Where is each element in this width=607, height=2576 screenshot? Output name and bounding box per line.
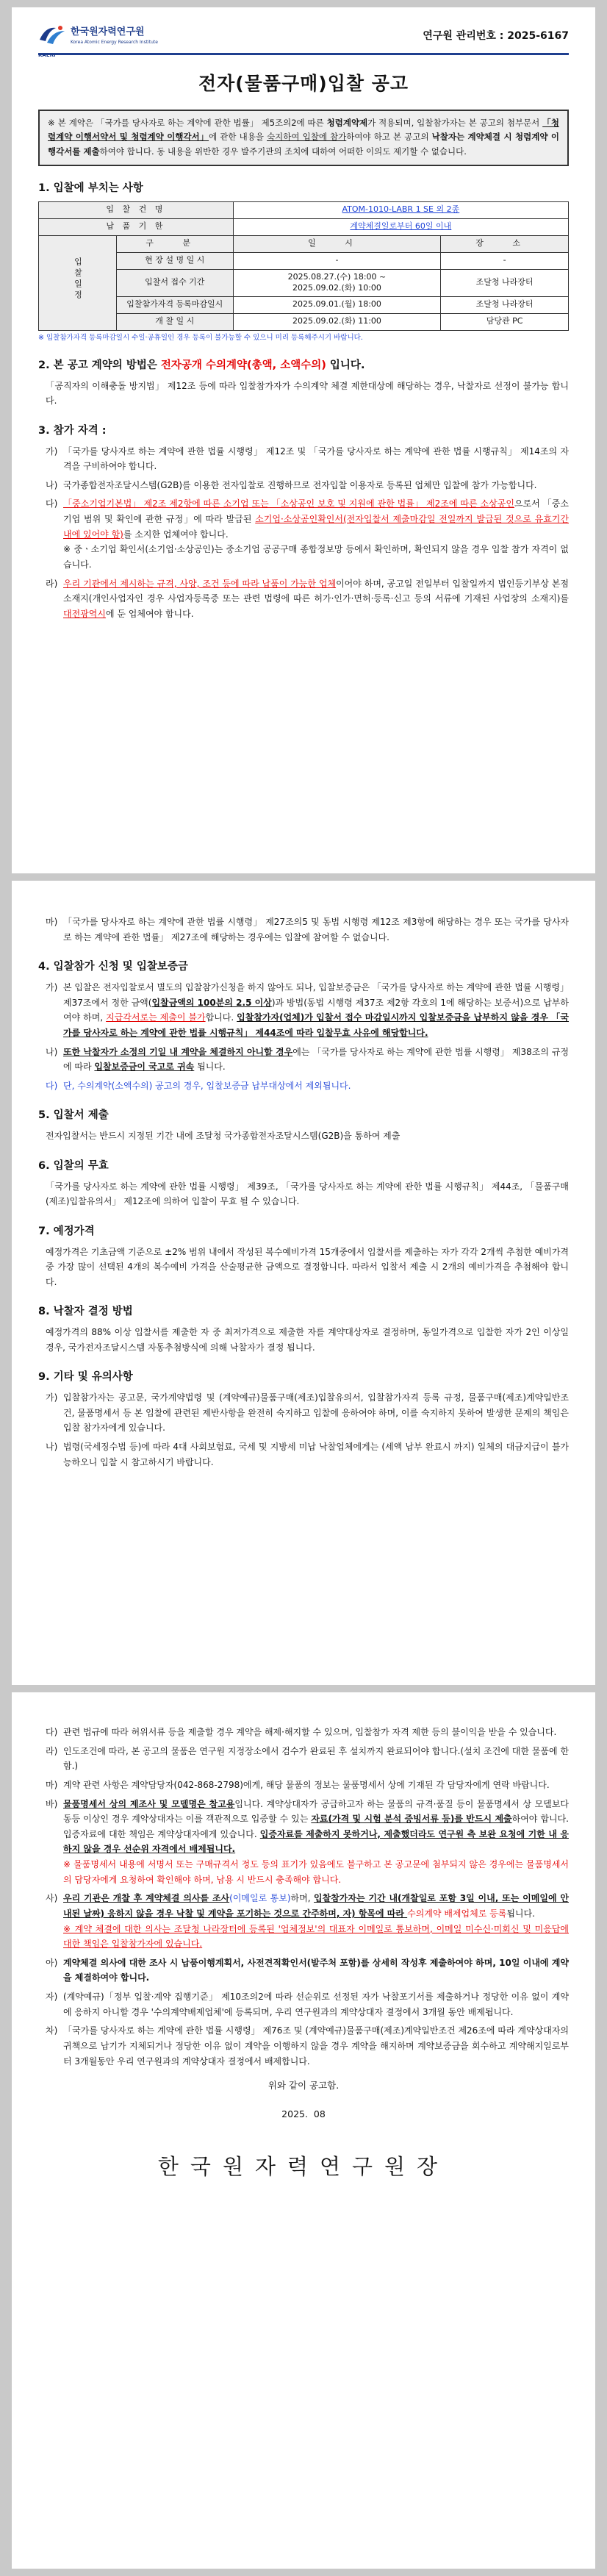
list-item: 라) 우리 기관에서 제시하는 규격, 사양, 조건 등에 따라 납품이 가능한 업체이어야 하며, 공고일 전일부터 입찰일까지 법인등기부상 본점 소재지(개인사업자인 경우 사업자등록증 또는 관련 법령에 따른 허가·인가·면허·등록·신고 등의 서류에 기재된 사업장의 소재지)를 대전광역시에 둔 업체여야 합니다. bbox=[46, 578, 569, 619]
table-row: 납 품 기 한 계약체결일로부터 60일 이내 bbox=[39, 218, 569, 235]
list-item: 나) 국가종합전자조달시스템(G2B)를 이용한 전자입찰로 진행하므로 전자입찰 이용자로 등록된 업체만 입찰에 참가 가능합니다. bbox=[46, 479, 537, 490]
section-6-title: 6. 입찰의 무효 bbox=[38, 1159, 109, 1172]
section-8-text: 예정가격의 88% 이상 입찰서를 제출한 자 중 최저가격으로 제출한 자를 계약대상자로 결정하며, 동일가격으로 입찰한 자가 2인 이상일 경우, 국가전자조달시스템 자동추첨방식에 의해 낙찰자가 결정 됩니다. bbox=[46, 1327, 569, 1353]
list-item: 다) 관련 법규에 따라 허위서류 등을 제출할 경우 계약을 해제·해지할 수 있으며, 입찰참가 자격 제한 등의 불이익을 받을 수 있습니다. bbox=[46, 1727, 557, 1737]
page-header bbox=[38, 18, 569, 55]
table-note: ※ 입찰참가자격 등록마감일시 수일·공휴일인 경우 등록이 불가능할 수 있으니 미리 등록해주시기 바랍니다. bbox=[38, 333, 363, 342]
section-2-title: 2. 본 공고 계약의 방법은 전자공개 수의계약(총액, 소액수의) 입니다. bbox=[38, 359, 365, 371]
document-page-3 bbox=[12, 1692, 595, 2569]
org-abbr: KAERI bbox=[38, 52, 56, 58]
list-item: 자) (계약예규)「정부 입찰·계약 집행기준」 제10조의2에 따라 선순위로 선정된 자가 낙찰포기서를 제출하거나 정당한 이유 없이 계약에 응하지 아니할 경우 '수의계약배제업체'에 등록되며, 우리 연구원과의 계약상대자 결정에서 3개월 동안 배제됩니다. bbox=[46, 1992, 569, 2017]
document-page-2 bbox=[12, 881, 595, 1685]
table-row: 현 장 설 명 일 시 - - bbox=[39, 252, 569, 269]
kaeri-logo-icon bbox=[38, 24, 66, 47]
list-item: 차) 「국가를 당사자로 하는 계약에 관한 법률 시행령」 제76조 및 (계약예규)물품구매(제조)계약일반조건 제26조에 따라 계약상대자의 귀책으로 납기가 지체되거나 정당한 이유 없이 계약을 이행하지 않을 경우 계약을 해지하며 계약보증금을 회수하고 계약해지일로부터 3개월동안 우리 연구원과의 계약상대자 결정에서 배제합니다. bbox=[46, 2025, 570, 2067]
list-item: 바) 물품명세서 상의 제조사 및 모델명은 참고용입니다. 계약상대자가 공급하고자 하는 물품의 규격·품질 등이 물품명세서 상 모델보다 동등 이상인 경우 계약상대자는 이를 객관적으로 입증할 수 있는 자료(가격 및 시험 분석 증빙서류 등)를 반드시 제출하여야 합니다. 입증자료에 대한 책임은 계약상대자에게 있습니다. 입증자료를 제출하지 못하거나, 제출했더라도 연구원 측 보완 요청에 기한 내 응하지 않을 경우 선순위 자격에서 배제됩니다. ※ 물품명세서 내용에 서명서 또는 구매규격서 정도 등의 표기가 있음에도 불구하고 본 공고문에 첨부되지 않은 경우에는 물품명세서의 담당자에게 요청하여 확인해야 하며, 남용 시 반드시 충족해야 합니다. bbox=[46, 1797, 569, 1888]
integrity-notice: ※ 본 계약은 「국가를 당사자로 하는 계약에 관한 법률」 제5조의2에 따른 청렴계약제가 적용되며, 입찰참가자는 본 공고의 첨부문서 「청렴계약 이행서약서 및 청렴계약 이행각서」에 관한 내용을 숙지하여 입찰에 참가하여야 하고 본 공고의 낙찰자는 계약체결 시 청렴계약 이행각서를 제출하여야 합니다. 동 내용을 위반한 경우 발주기관의 조치에 대하여 어떠한 이의도 제기할 수 없습니다. bbox=[38, 110, 569, 166]
list-item: 나) 법령(국세징수법 등)에 따라 4대 사회보험료, 국세 및 지방세 미납 낙찰업체에게는 (세액 납부 완료시 까지) 일체의 대금지급이 불가능하오니 입찰 시 참고하시기 바랍니다. bbox=[46, 1442, 569, 1467]
delivery-deadline-value: 계약체결일로부터 60일 이내 bbox=[233, 218, 568, 235]
section-9-title: 9. 기타 및 유의사항 bbox=[38, 1371, 133, 1384]
document-number: 연구원 관리번호 : 2025-6167 bbox=[423, 30, 569, 42]
list-item: 가) 입찰참가자는 공고문, 국가계약법령 및 (계약예규)물품구매(제조)입찰유의서, 입찰참가자격 등록 규정, 물품구매(제조)계약일반조건, 물품명세서 등 본 입찰에 관련된 제반사항을 완전히 숙지하고 입찰에 응하여야 하며, 이를 숙지하지 못하여 발생한 문제의 책임은 입찰 참가자에게 있습니다. bbox=[46, 1392, 569, 1434]
list-item: 다) 단, 수의계약(소액수의) 공고의 경우, 입찰보증금 납부대상에서 제외됩니다. bbox=[46, 1080, 351, 1091]
list-item: 사) 우리 기관은 개찰 후 계약체결 의사를 조사(이메일로 통보)하며, 입찰참가자는 기간 내(개찰일로 포함 3일 이내, 또는 이메일에 안내된 날짜) 응하지 않을 경우 낙찰 및 계약을 포기하는 것으로 간주하며, 자) 항목에 따라 수의계약 배제업체로 등록됩니다. ※ 계약 체결에 대한 의사는 조달청 나라장터에 등록된 '업체정보'의 대표자 이메일로 통보하며, 이메일 미수신·미회신 및 미응답에 대한 책임은 입찰참가자에 있습니다. bbox=[46, 1891, 569, 1952]
list-item: 가) 「국가를 당사자로 하는 계약에 관한 법률 시행령」 제12조 및 「국가를 당사자로 하는 계약에 관한 법률 시행규칙」 제14조의 자격을 구비하여야 합니다. bbox=[46, 446, 569, 472]
document-page-1 bbox=[12, 7, 595, 873]
list-item: 아) 계약체결 의사에 대한 조사 시 납품이행계획서, 사전견적확인서(발주처 포함)를 상세히 작성후 제출하여야 하며, 10일 이내에 계약을 체결하여야 합니다. bbox=[46, 1957, 569, 1983]
spec-note: ※ 물품명세서 내용에 서명서 또는 구매규격서 정도 등의 표기가 있음에도 불구하고 본 공고문에 첨부되지 않은 경우에는 물품명세서의 담당자에게 요청하여 확인해야 하며, 남용 시 반드시 충족해야 합니다. bbox=[63, 1859, 569, 1885]
table-row: 입찰서 접수 기간 2025.08.27.(수) 18:00 ~ 2025.09.02.(화) 10:00 조달청 나라장터 bbox=[39, 269, 569, 296]
list-item: 가) 본 입찰은 전자입찰로서 별도의 입찰참가신청을 하지 않아도 되나, 입찰보증금은 「국가를 당사자로 하는 계약에 관한 법률 시행령」 제37조에서 정한 금액(입찰금액의 100분의 2.5 이상)과 방법(동법 시행령 제37조 제2항 각호의 1에 해당하는 보증서)으로 납부하여야 하며, 지급각서로는 제출이 불가합니다. 입찰참가자(업체)가 입찰서 접수 마감일시까지 입찰보증금을 납부하지 않을 경우 「국가를 당사자로 하는 계약에 관한 법률 시행규칙」 제44조에 따라 입찰무효 사유에 해당합니다. bbox=[46, 982, 570, 1038]
section-5-text: 전자입찰서는 반드시 지정된 기간 내에 조달청 국가종합전자조달시스템(G2B)을 통하여 제출 bbox=[46, 1131, 401, 1142]
section-6-text: 「국가를 당사자로 하는 계약에 관한 법률 시행령」 제39조, 「국가를 당사자로 하는 계약에 관한 법률 시행규칙」 제44조, 「물품구매(제조)입찰유의서」 제12조에 의하여 입찰이 무효 될 수 있습니다. bbox=[46, 1181, 569, 1207]
section-3-title: 3. 참가 자격 : bbox=[38, 424, 107, 437]
kaeri-logo bbox=[38, 24, 158, 47]
notice-date: 2025. 08 bbox=[281, 2108, 326, 2119]
list-item: 나) 또한 낙찰자가 소정의 기일 내 계약을 체결하지 아니할 경우에는 「국가를 당사자로 하는 계약에 관한 법률 시행령」 제38조의 규정에 따라 입찰보증금이 국고로 귀속 됩니다. bbox=[46, 1046, 569, 1073]
bid-name-value: ATOM-1010-LABR 1 SE 외 2종 bbox=[233, 201, 568, 218]
bid-info-table bbox=[38, 201, 569, 331]
section-7-text: 예정가격은 기초금액 기준으로 ±2% 범위 내에서 작성된 복수예비가격 15개중에서 입찰서를 제출하는 자가 각각 2개씩 추첨한 예비가격 중 가장 많이 선택된 4개의 복수예비 가격을 산술평균한 금액으로 결정합니다. 따라서 입찰서 제출 시 2개의 예비가격을 추첨해야 합니다. bbox=[46, 1246, 570, 1287]
section-8-title: 8. 낙찰자 결정 방법 bbox=[38, 1306, 133, 1318]
section-1-title: 1. 입찰에 부치는 사항 bbox=[38, 182, 143, 194]
page-title: 전자(물품구매)입찰 공고 bbox=[198, 73, 409, 94]
sme-note: ※ 중ㆍ소기업 확인서(소기업·소상공인)는 중소기업 공공구매 종합정보망 등에서 확인하며, 확인되지 않을 경우 입찰 참가 자격이 없습니다. bbox=[63, 544, 569, 570]
org-name-en: Korea Atomic Energy Research Institute bbox=[71, 40, 158, 46]
list-item: 라) 인도조건에 따라, 본 공고의 물품은 연구원 지정장소에서 검수가 완료된 후 설치까지 완료되어야 합니다.(설치 조건에 대한 물품에 한함.) bbox=[46, 1745, 569, 1772]
section-5-title: 5. 입찰서 제출 bbox=[38, 1109, 109, 1122]
table-row: 입찰참가자격 등록마감일시 2025.09.01.(월) 18:00 조달청 나라장터 bbox=[39, 296, 569, 313]
section-7-title: 7. 예정가격 bbox=[38, 1225, 95, 1237]
table-row: 입 찰 건 명 ATOM-1010-LABR 1 SE 외 2종 bbox=[39, 201, 569, 218]
closing-text: 위와 같이 공고함. bbox=[267, 2080, 340, 2092]
table-row: 개 찰 일 시 2025.09.02.(화) 11:00 담당관 PC bbox=[39, 313, 569, 330]
org-name-ko: 한국원자력연구원 bbox=[71, 26, 145, 37]
table-row: 입찰일정 구 분 일 시 장 소 bbox=[39, 235, 569, 252]
list-item: 다) 「중소기업기본법」 제2조 제2항에 따른 소기업 또는 「소상공인 보호 및 지원에 관한 법률」 제2조에 따른 소상공인으로서 「중소기업 범위 및 확인에 관한 규정」에 따라 발급된 소기업·소상공인확인서(전자입찰서 제출마감일 전일까지 발급된 것으로 유효기간 내에 있어야 함)를 소지한 업체여야 합니다. ※ 중ㆍ소기업 확인서(소기업·소상공인)는 중소기업 공공구매 종합정보망 등에서 확인하며, 확인되지 않을 경우 입찰 참가 자격이 없습니다. bbox=[46, 496, 569, 572]
section-4-title: 4. 입찰참가 신청 및 입찰보증금 bbox=[38, 961, 188, 973]
email-note: ※ 계약 체결에 대한 의사는 조달청 나라장터에 등록된 '업체정보'의 대표자 이메일로 통보하며, 이메일 미수신·미회신 및 미응답에 대한 책임은 입찰참가자에 있습니다. bbox=[63, 1923, 569, 1950]
section-2-text: 「공직자의 이해충돌 방지법」 제12조 등에 따라 입찰참가자가 수의계약 체결 제한대상에 해당하는 경우, 낙찰자로 선정이 불가능 합니다. bbox=[46, 380, 569, 407]
schedule-side-label: 입찰일정 bbox=[39, 235, 117, 330]
list-item: 마) 「국가를 당사자로 하는 계약에 관한 법률 시행령」 제27조의5 및 동법 시행령 제12조 제3항에 해당하는 경우 또는 국가를 당사자로 하는 계약에 관한 법률」 제27조에 해당하는 경우에는 입찰에 참여할 수 없습니다. bbox=[46, 917, 569, 942]
list-item: 마) 계약 관련 사항은 계약담당자(042-868-2798)에게, 해당 물품의 정보는 물품명세서 상에 기재된 각 담당자에게 연락 바랍니다. bbox=[46, 1779, 550, 1790]
issuer-signature: 한국원자력연구원장 bbox=[157, 2153, 450, 2179]
